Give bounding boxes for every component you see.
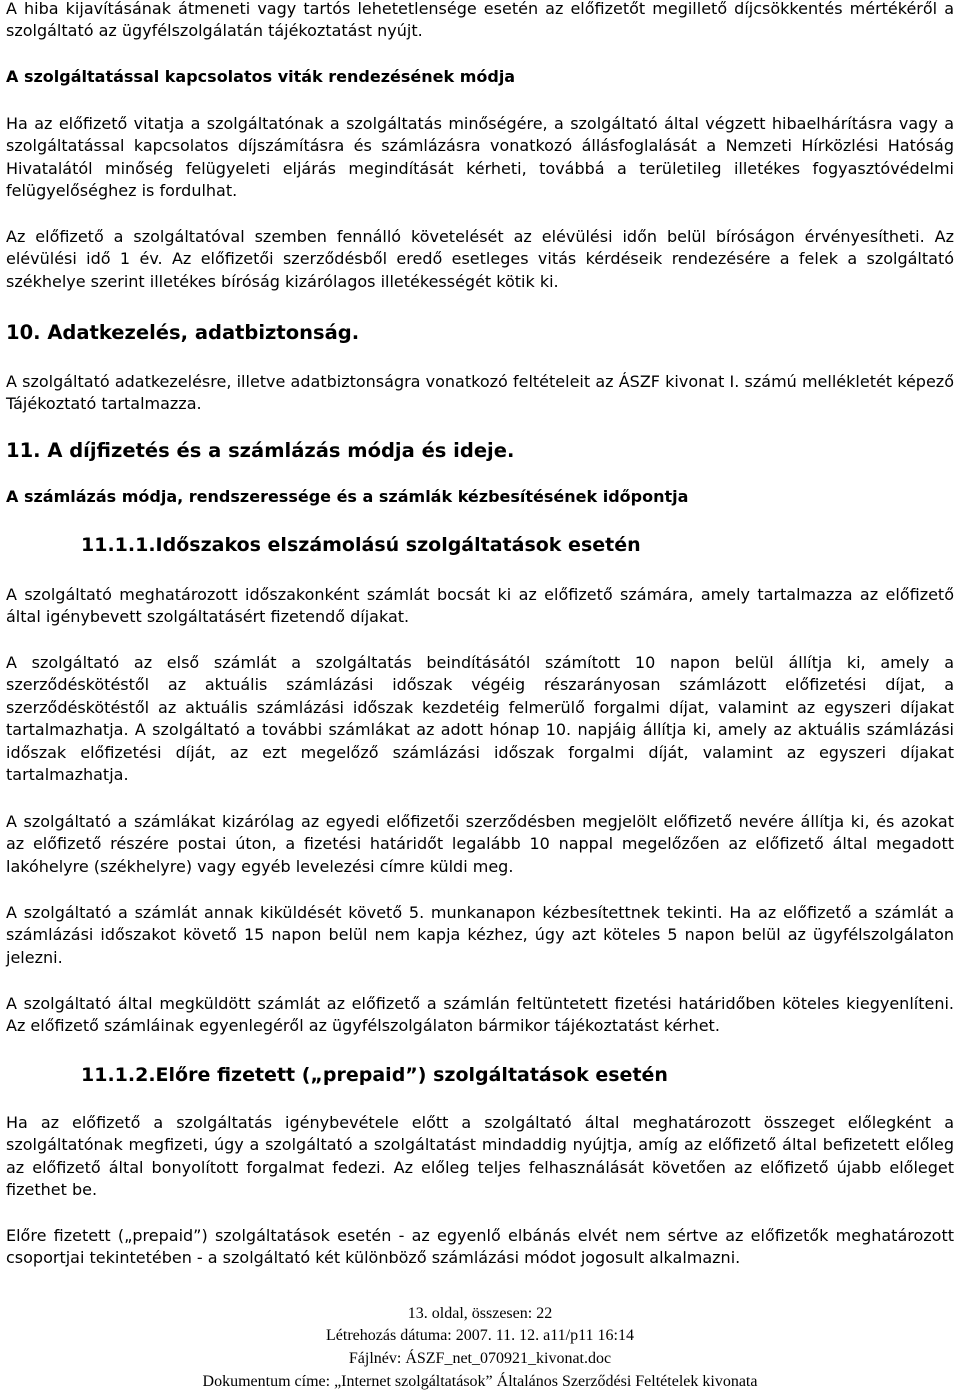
paragraph-11-1-1-c: A szolgáltató a számlákat kizárólag az egyedi előfizetői szerződésben megjelölt előfizető nevére állítja ki, és azokat az előfizető részére postai úton, a fizetési határidőt legalább 10 nappal megelőzően az előfizető által megadott lakóhelyre (székhelyre) vagy egyéb levelezési címre küldi meg. xyxy=(6,812,954,876)
subheading-billing: A számlázás módja, rendszeressége és a számlák kézbesítésének időpontja xyxy=(6,487,689,506)
paragraph-section-10: A szolgáltató adatkezelésre, illetve adatbiztonságra vonatkozó feltételeit az ÁSZF kivonat I. számú mellékletét képező Tájékoztató tartalmazza. xyxy=(6,372,954,414)
paragraph-11-1-1-b: A szolgáltató az első számlát a szolgáltatás beindításától számított 10 napon belül állítja ki, amely a szerződéskötéstől az aktuális számlázási időszak végéig részarányosan számlázott előfizetési díjat, a szerződéskötéstől az aktuális számlázási időszak kezdetéig felmerülő forgalmi díjat, valamint az egyszeri díjakat tartalmazhatja. A szolgáltató a további számlákat az adott hónap 10. napjáig állítja ki, amely az aktuális számlázási időszak előfizetési díját, az ezt megelőző számlázási időszak forgalmi díját, valamint az egyszeri díjakat tartalmazhatja. xyxy=(6,653,954,785)
paragraph-11-1-1-e: A szolgáltató által megküldött számlát az előfizető a számlán feltüntetett fizetési határidőben köteles kiegyenlíteni. Az előfizető számláinak egyenlegéről az ügyfélszolgálaton bármikor tájékoztatást kérhet. xyxy=(6,994,954,1036)
heading-section-11: 11. A díjfizetés és a számlázás módja és ideje. xyxy=(6,439,515,462)
paragraph-11-1-1-d: A szolgáltató a számlát annak kiküldését követő 5. munkanapon kézbesítettnek tekinti. Ha az előfizető a számlát a számlázási időszakot követő 15 napon belül nem kapja kézhez, úgy azt köteles 5 napon belül az ügyfélszolgálaton jelezni. xyxy=(6,903,954,967)
footer-document-title: Dokumentum címe: „Internet szolgáltatások” Általános Szerződési Feltételek kivonata xyxy=(202,1373,758,1390)
heading-section-11-1-1: 11.1.1.Időszakos elszámolású szolgáltatások esetén xyxy=(81,534,641,556)
paragraph-fault-repair: A hiba kijavításának átmeneti vagy tartós lehetetlensége esetén az előfizetőt megillető díjcsökkentés mértékéről a szolgáltató az ügyfélszolgálatán tájékoztatást nyújt. xyxy=(6,0,954,41)
footer-page-info: 13. oldal, összesen: 22 xyxy=(407,1305,553,1322)
paragraph-11-1-1-a: A szolgáltató meghatározott időszakonként számlát bocsát ki az előfizető számára, amely tartalmazza az előfizető által igénybevett szolgáltatásért fizetendő díjakat. xyxy=(6,585,954,627)
subheading-disputes: A szolgáltatással kapcsolatos viták rendezésének módja xyxy=(6,67,516,86)
paragraph-disputes-2: Az előfizető a szolgáltatóval szemben fennálló követelését az elévülési időn belül bíróságon érvényesítheti. Az elévülési idő 1 év. Az előfizetői szerződésből eredő esetleges vitás kérdéseik rendezésére a felek a szolgáltató székhelye szerint illetékes bíróság kizárólagos illetékességét kötik ki. xyxy=(6,227,954,291)
heading-section-11-1-2: 11.1.2.Előre fizetett („prepaid”) szolgáltatások esetén xyxy=(81,1064,668,1086)
paragraph-disputes-1: Ha az előfizető vitatja a szolgáltatónak a szolgáltatás minőségére, a szolgáltató által végzett hibaelhárításra vagy a szolgáltatással kapcsolatos díjszámításra és számlázásra vonatkozó állásfoglalását a Nemzeti Hírközlési Hatóság Hivatalától minőség felügyeleti eljárás megindítását kérheti, továbbá a területileg illetékes fogyasztóvédelmi felügyelőséghez is fordulhat. xyxy=(6,114,954,201)
footer-created-date: Létrehozás dátuma: 2007. 11. 12. a11/p11 16:14 xyxy=(326,1327,634,1344)
footer-filename: Fájlnév: ÁSZF_net_070921_kivonat.doc xyxy=(348,1350,612,1367)
paragraph-11-1-2-a: Ha az előfizető a szolgáltatás igénybevétele előtt a szolgáltató által meghatározott összeget előlegként a szolgáltatónak megfizeti, úgy a szolgáltató a szolgáltatást mindaddig nyújtja, amíg az előfizető által befizetett előleg az előfizető által bonyolított forgalmat fedezi. Az előleg teljes felhasználását követően az előfizető újabb előleget fizethet be. xyxy=(6,1113,954,1200)
paragraph-11-1-2-b: Előre fizetett („prepaid”) szolgáltatások esetén - az egyenlő elbánás elvét nem sértve az előfizetők meghatározott csoportjai tekintetében - a szolgáltató két különböző számlázási módot jogosult alkalmazni. xyxy=(6,1226,954,1268)
heading-section-10: 10. Adatkezelés, adatbiztonság. xyxy=(6,321,360,344)
